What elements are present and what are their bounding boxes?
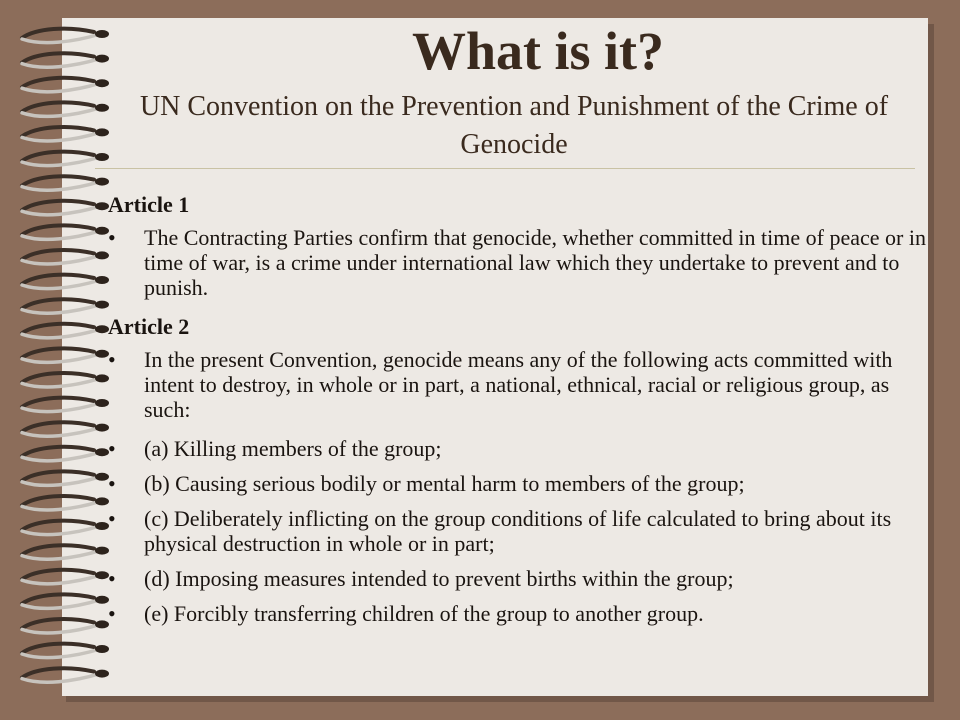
spiral-ring-icon [22,348,109,362]
article-2-bullet-intro: • In the present Convention, genocide means any of the following acts committed with intent to destroy, in whole or in part, a national, ethnical, racial or religious group, as such: [108,347,928,422]
spiral-ring-icon [22,644,109,658]
article-1-bullet: • The Contracting Parties confirm that genocide, whether committed in time of peace or in time of war, is a crime under international law which they undertake to prevent and to punish. [108,225,928,300]
article-2-bullet-c: • (c) Deliberately inflicting on the group conditions of life calculated to bring about its physical destruction in whole or in part; [108,506,928,556]
title-divider [95,168,915,169]
spiral-ring-icon [22,250,109,264]
title-area [95,22,925,164]
spiral-ring-icon [22,594,109,608]
page-subtitle: UN Convention on the Prevention and Punishment of the Crime of Genocide [139,91,889,160]
spiral-ring-icon [22,570,109,584]
article-2-heading: Article 2 [108,314,190,339]
spiral-ring-icon [22,521,109,535]
page-title: What is it? [411,21,665,81]
spiral-ring-icon [22,471,109,485]
spiral-ring-icon [22,324,109,338]
spiral-ring-icon [22,275,109,289]
spiral-ring-icon [22,176,109,190]
spiral-ring-icon [22,496,109,510]
spiral-ring-icon [22,422,109,436]
article-2-bullet-d: • (d) Imposing measures intended to prevent births within the group; [108,566,928,591]
spiral-ring-icon [22,398,109,412]
article-2-bullet-e: • (e) Forcibly transferring children of the group to another group. [108,601,928,626]
spiral-ring-icon [22,545,109,559]
article-2-bullet-b: • (b) Causing serious bodily or mental harm to members of the group; [108,471,928,496]
spiral-ring-icon [22,299,109,313]
article-1-heading: Article 1 [108,192,190,217]
spiral-ring-icon [22,201,109,215]
spiral-ring-icon [22,225,109,239]
spiral-ring-icon [22,373,109,387]
article-2-bullet-a: • (a) Killing members of the group; [108,436,928,461]
slide-content [108,192,928,636]
spiral-ring-icon [22,447,109,461]
spiral-ring-icon [22,619,109,633]
spiral-ring-icon [22,668,109,682]
